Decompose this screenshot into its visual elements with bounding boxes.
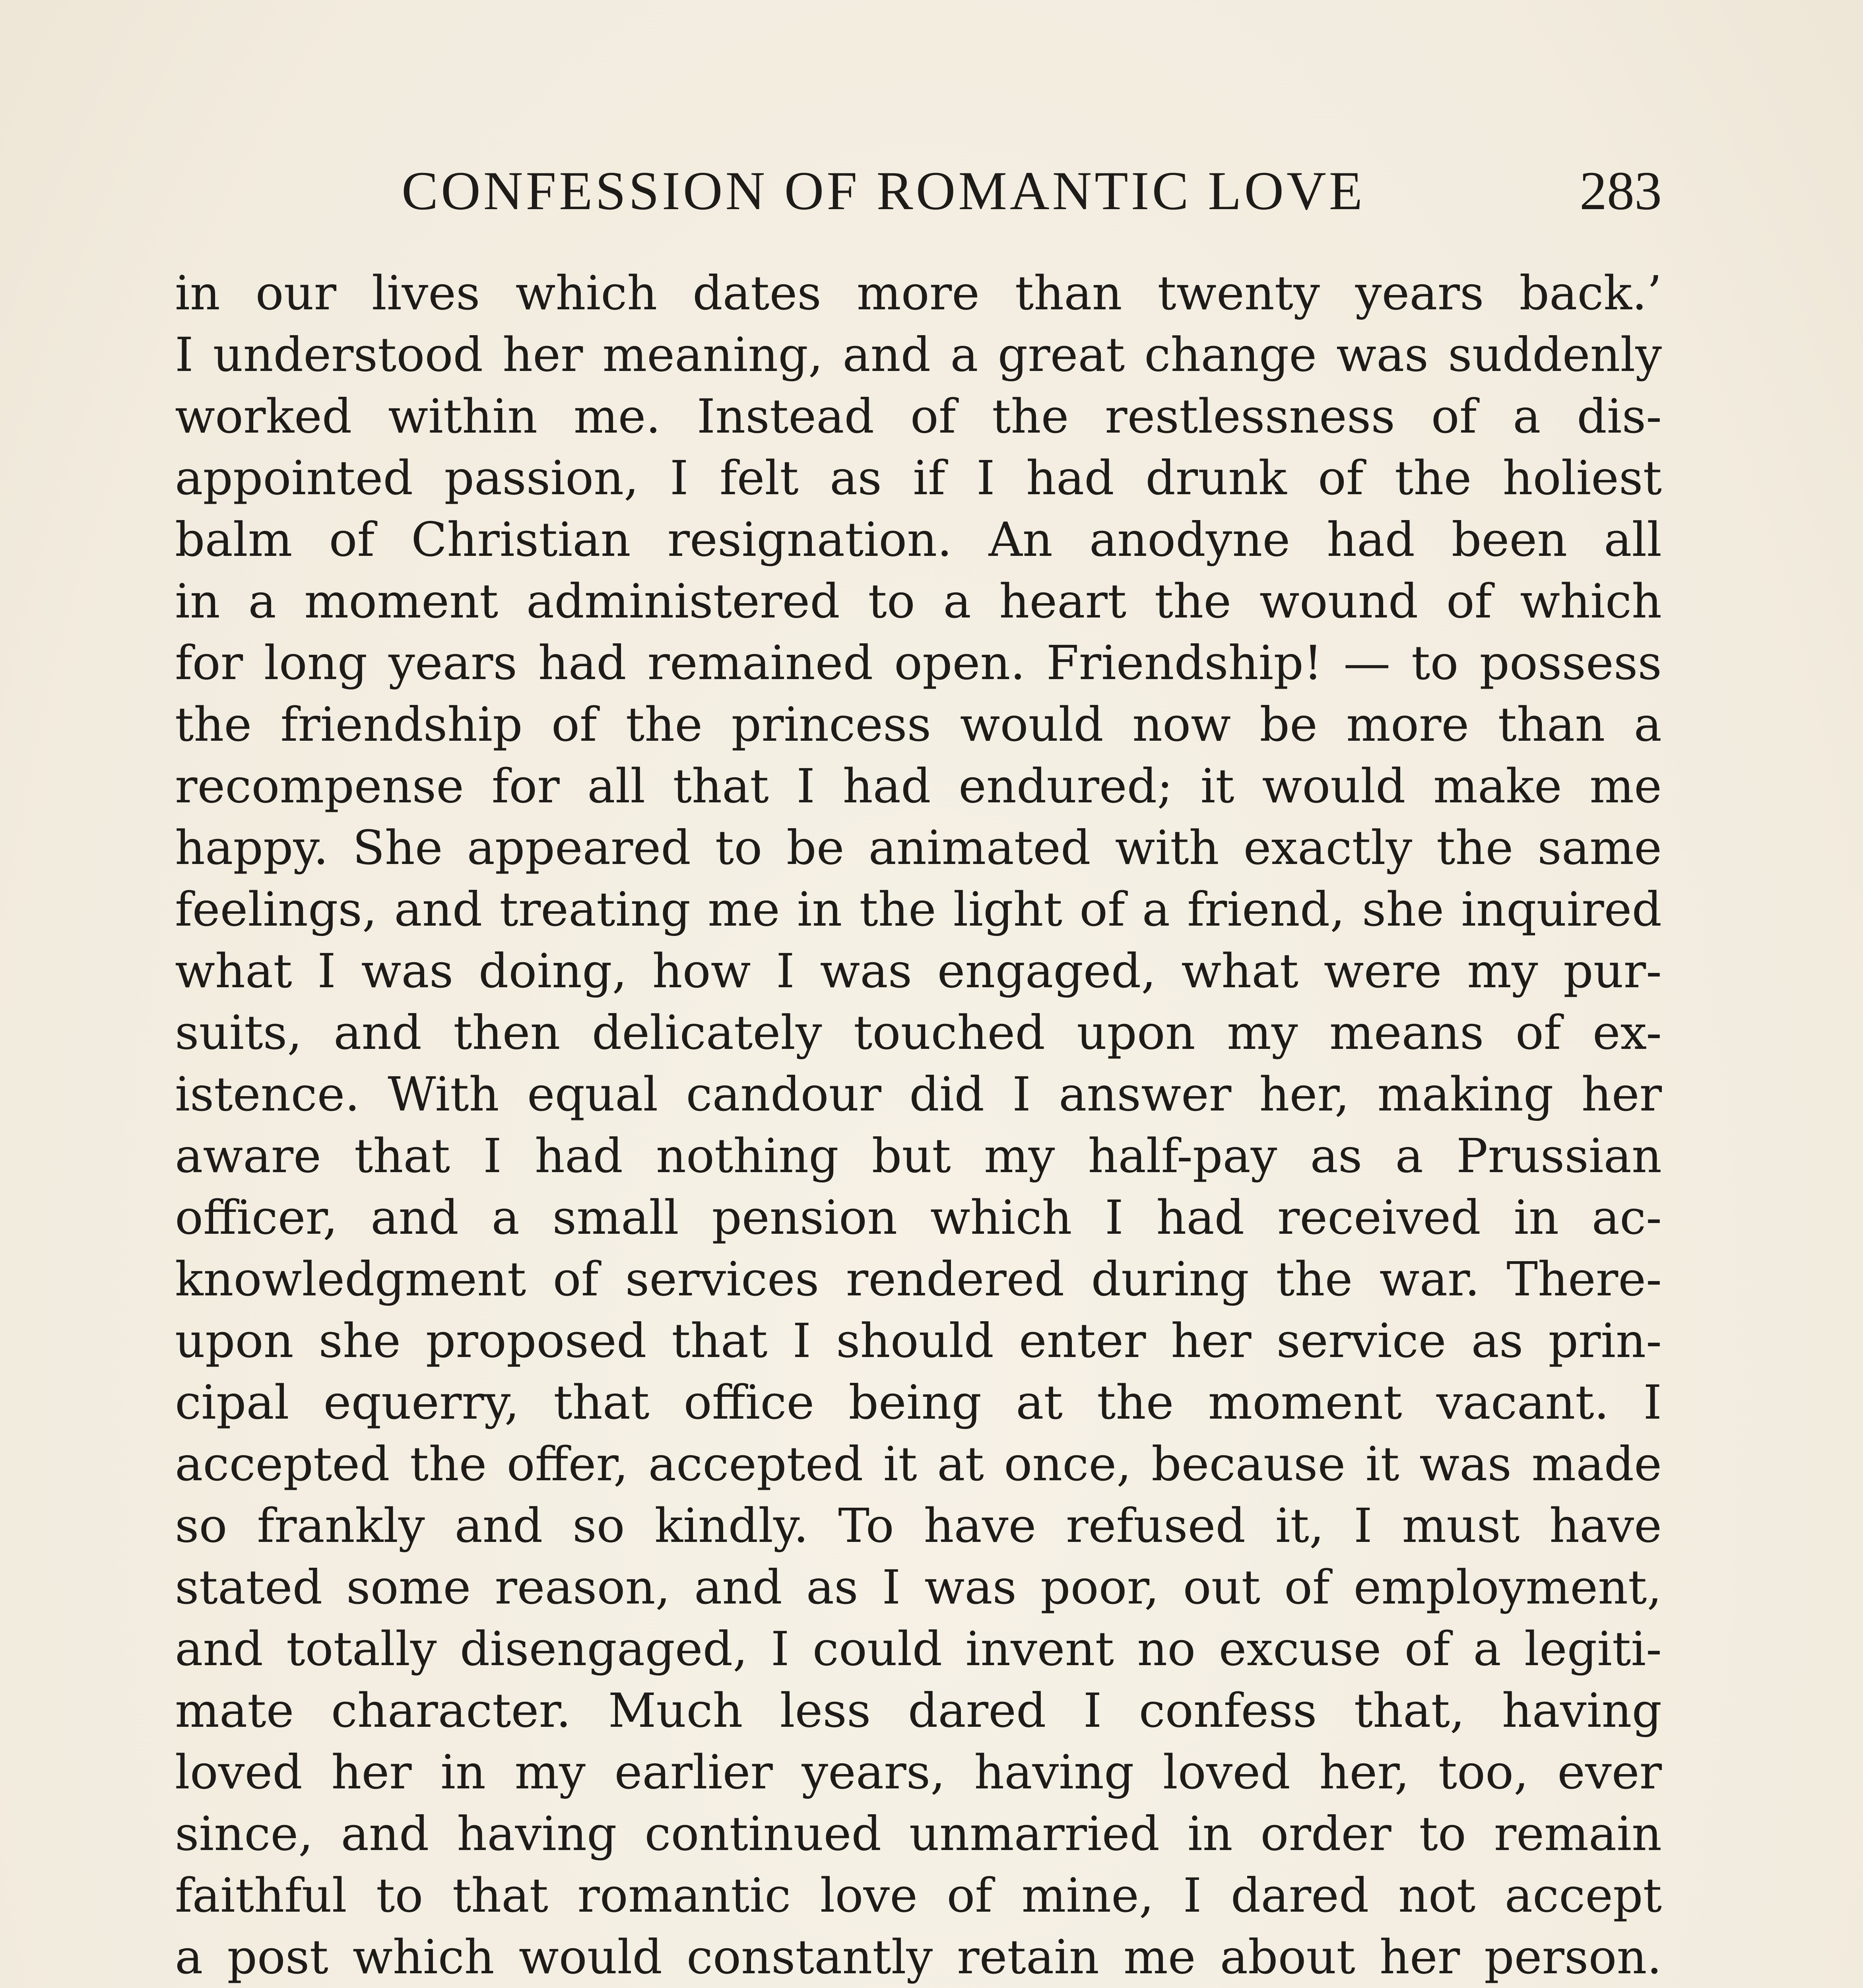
text-line: mate character. Much less dared I confess that, having xyxy=(175,1683,1662,1738)
text-line: a post which would constantly retain me about her person. xyxy=(175,1930,1662,1984)
text-line: so frankly and so kindly. To have refused it, I must have xyxy=(175,1498,1662,1553)
text-line: loved her in my earlier years, having loved her, too, ever xyxy=(175,1745,1662,1800)
text-line: recompense for all that I had endured; it would make me xyxy=(175,759,1662,813)
text-line: I understood her meaning, and a great change was suddenly xyxy=(175,327,1662,382)
text-line: the friendship of the princess would now be more than a xyxy=(175,697,1662,752)
running-title: CONFESSION OF ROMANTIC LOVE xyxy=(402,160,1366,221)
text-line: istence. With equal candour did I answer her, making her xyxy=(175,1067,1662,1122)
text-line: since, and having continued unmarried in order to remain xyxy=(175,1806,1662,1861)
text-line: stated some reason, and as I was poor, out of employment, xyxy=(175,1560,1662,1615)
text-line: aware that I had nothing but my half-pay as a Prussian xyxy=(175,1128,1662,1183)
text-line: in a moment administered to a heart the wound of which xyxy=(175,574,1662,629)
text-line: knowledgment of services rendered during the war. There- xyxy=(175,1252,1662,1307)
text-line: officer, and a small pension which I had received in ac- xyxy=(175,1190,1662,1245)
page-number: 283 xyxy=(1580,160,1662,221)
text-line: appointed passion, I felt as if I had drunk of the holiest xyxy=(175,450,1662,505)
page-header xyxy=(175,155,1662,227)
text-line: for long years had remained open. Friendship! — to possess xyxy=(175,635,1662,690)
text-line: balm of Christian resignation. An anodyne had been all xyxy=(175,512,1662,567)
text-line: upon she proposed that I should enter her service as prin- xyxy=(175,1313,1662,1368)
text-line: worked within me. Instead of the restlessness of a dis- xyxy=(175,389,1662,444)
text-line: cipal equerry, that office being at the moment vacant. I xyxy=(175,1375,1662,1430)
text-line: accepted the offer, accepted it at once, because it was made xyxy=(175,1437,1662,1491)
text-line: suits, and then delicately touched upon my means of ex- xyxy=(175,1005,1662,1060)
text-line: and totally disengaged, I could invent no excuse of a legiti- xyxy=(175,1621,1662,1676)
text-line: in our lives which dates more than twenty years back.’ xyxy=(175,266,1662,320)
text-line: what I was doing, how I was engaged, what were my pur- xyxy=(175,944,1662,998)
text-line: happy. She appeared to be animated with exactly the same xyxy=(175,820,1662,875)
text-line: feelings, and treating me in the light of a friend, she inquired xyxy=(175,882,1662,937)
text-line: faithful to that romantic love of mine, I dared not accept xyxy=(175,1868,1662,1923)
body-text xyxy=(175,262,1662,1988)
